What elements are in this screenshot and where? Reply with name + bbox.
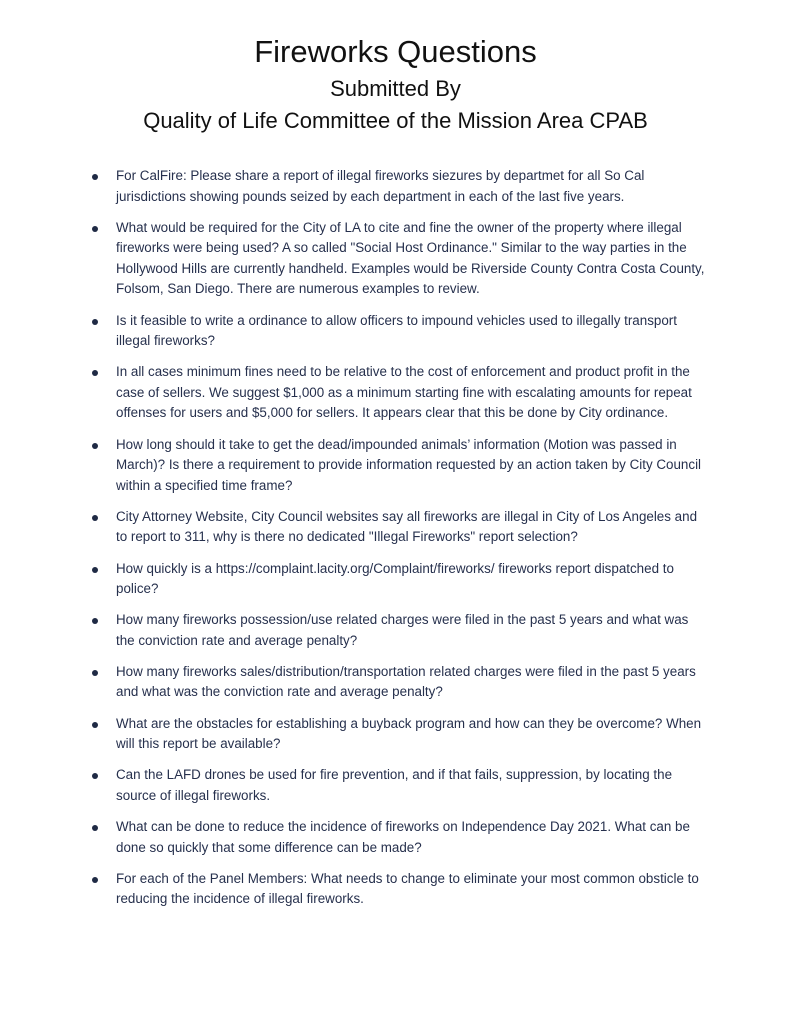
bullet-icon <box>92 670 98 676</box>
bullet-icon <box>92 226 98 232</box>
question-text: City Attorney Website, City Council websites say all fireworks are illegal in City of Los Angeles and to report to 311, why is there no dedicated "Illegal Fireworks" report selection? <box>116 508 698 545</box>
question-item <box>90 311 705 352</box>
page-title: Fireworks Questions <box>254 34 537 69</box>
question-text: In all cases minimum fines need to be relative to the cost of enforcement and product profit in the case of sellers. We suggest $1,000 as a minimum starting fine with escalating amounts for repeat offenses for users and $5,000 for sellers. It appears clear that this be done by City ordinance. <box>116 364 692 421</box>
bullet-icon <box>92 319 98 325</box>
question-item <box>90 435 705 497</box>
question-item <box>90 362 705 424</box>
question-text: For each of the Panel Members: What needs to change to eliminate your most common obsticle to reducing the incidence of illegal fireworks. <box>116 870 699 907</box>
bullet-icon <box>92 825 98 831</box>
bullet-icon <box>92 515 98 521</box>
page-subtitle: Submitted By <box>330 76 461 101</box>
question-text: How many fireworks possession/use related charges were filed in the past 5 years and what was the conviction rate and average penalty? <box>116 612 689 648</box>
bullet-icon <box>92 618 98 624</box>
questions-list <box>90 166 705 920</box>
question-text: For CalFire: Please share a report of illegal fireworks siezures by departmet for all So Cal jurisdictions showing pounds seized by each department in each of the last five years. <box>116 168 645 204</box>
question-text: How quickly is a https://complaint.lacity.org/Complaint/fireworks/ fireworks report dispatched to police? <box>116 560 674 597</box>
question-text: How long should it take to get the dead/impounded animals’ information (Motion was passed in March)? Is there a requirement to provide information requested by an action taken by City Council within a specified time frame? <box>116 436 702 493</box>
question-text: Can the LAFD drones be used for fire prevention, and if that fails, suppression, by locating the source of illegal fireworks. <box>116 767 673 803</box>
question-item <box>90 507 705 548</box>
bullet-icon <box>92 443 98 449</box>
question-item <box>90 765 705 806</box>
question-text: Is it feasible to write a ordinance to allow officers to impound vehicles used to illegally transport illegal fireworks? <box>116 312 677 349</box>
question-item <box>90 869 705 910</box>
question-item <box>90 559 705 600</box>
question-item <box>90 714 705 755</box>
question-text: How many fireworks sales/distribution/transportation related charges were filed in the past 5 years and what was the conviction rate and average penalty? <box>116 663 696 700</box>
question-text: What are the obstacles for establishing a buyback program and how can they be overcome? When will this report be available? <box>116 715 702 752</box>
question-item <box>90 610 705 651</box>
bullet-icon <box>92 877 98 883</box>
bullet-icon <box>92 567 98 573</box>
question-item <box>90 218 705 300</box>
bullet-icon <box>92 722 98 728</box>
bullet-icon <box>92 773 98 779</box>
organization-name: Quality of Life Committee of the Mission Area CPAB <box>143 108 648 133</box>
question-item <box>90 817 705 858</box>
bullet-icon <box>92 174 98 180</box>
question-item <box>90 662 705 703</box>
question-text: What can be done to reduce the incidence of fireworks on Independence Day 2021. What can be done so quickly that some difference can be made? <box>116 818 690 855</box>
question-item <box>90 166 705 207</box>
document-header <box>0 0 791 136</box>
bullet-icon <box>92 370 98 376</box>
question-text: What would be required for the City of LA to cite and fine the owner of the property where illegal fireworks were being used? A so called "Social Host Ordinance." Similar to the way parties in the Hollywood Hills are currently handheld. Examples would be Riverside County Contra Costa County, Folsom, San Diego. There are numerous examples to review. <box>116 219 705 297</box>
